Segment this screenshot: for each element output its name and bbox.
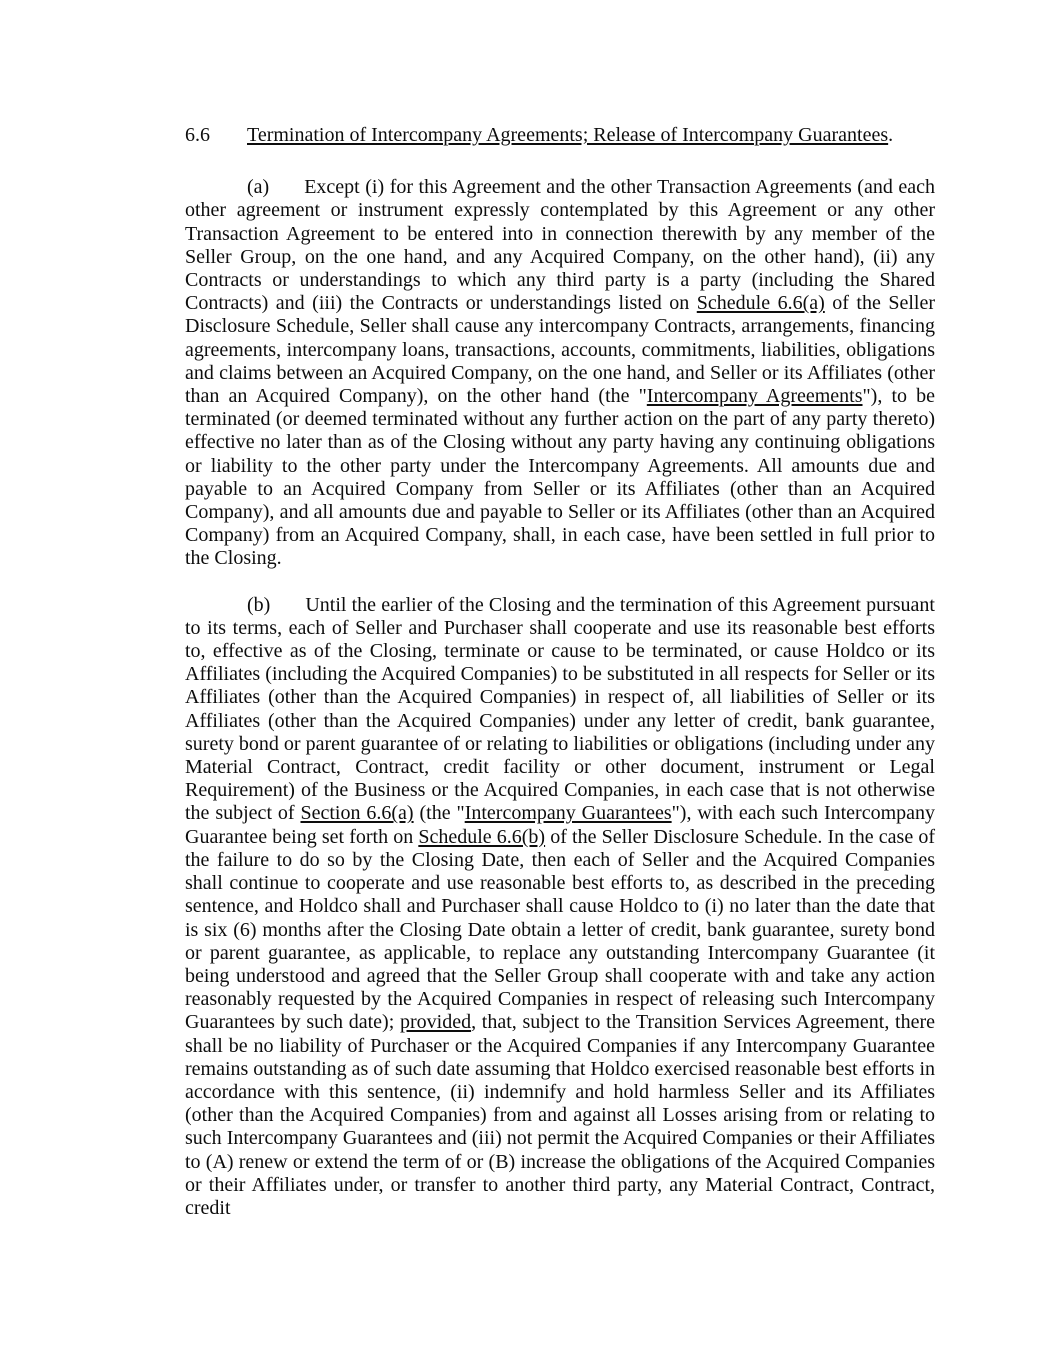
underlined-term: provided: [399, 1011, 472, 1034]
section-heading: [185, 124, 935, 147]
text-run: (the ": [413, 802, 465, 825]
text-run: Except (i) for this Agreement and the other Transaction Agreements (and each other agreement or instrument expressly contemplated by this Agreement or any other Transaction Agreement to be entered into in connection therewith by any member of the Seller Group, on the one hand, and any Acquired Company, on the other hand), (ii) any Contracts or understandings to which any third party is a party (including the Shared Contracts) and (iii) the Contracts or understandings listed on: [185, 176, 935, 315]
text-run: "), to be terminated (or deemed terminated without any further action on the part of any party thereto) effective no later than as of the Closing without any party having any continuing obligations or liability to the other party under the Intercompany Agreements. All amounts due and payable to an Acquired Company from Seller or its Affiliates (other than an Acquired Company), and all amounts due and payable to Seller or its Affiliates (other than an Acquired Company) from an Acquired Company, shall, in each case, have been settled in full prior to the Closing.: [185, 385, 936, 570]
section-number: 6.6: [185, 124, 210, 146]
heading-period: .: [888, 124, 894, 146]
text-run: "), with each such Intercompany Guarantee being set forth on: [185, 802, 936, 848]
text-run: Until the earlier of the Closing and the termination of this Agreement pursuant to its terms, each of Seller and Purchaser shall cooperate and use its reasonable best efforts to, effective as of the Closing, terminate or cause to be terminated, or cause Holdco or its Affiliates (including the Acquired Companies) to be substituted in all respects for Seller or its Affiliates (other than the Acquired Companies) in respect of, all liabilities of Seller or its Affiliates (other than the Acquired Companies) under any letter of credit, bank guarantee, surety bond or parent guarantee of or relating to liabilities or obligations (including under any Material Contract, Contract, credit facility or other document, instrument or Legal Requirement) of the Business or the Acquired Companies, in each case that is not otherwise the subject of: [185, 593, 935, 825]
text-run: of the Seller Disclosure Schedule, Seller shall cause any intercompany Contracts, arrangements, financing agreements, intercompany loans, transactions, accounts, commitments, liabilities, obligations and claims between an Acquired Company, on the one hand, and Seller or its Affiliates (other than an Acquired Company), on the other hand (the ": [185, 292, 935, 408]
paragraph-label: (b): [247, 593, 271, 616]
underlined-term: Intercompany Agreements: [646, 385, 863, 408]
text-run: of the Seller Disclosure Schedule. In the case of the failure to do so by the Closing Date, then each of Seller and the Acquired Companies shall continue to cooperate and use reasonable best efforts to, as described in the preceding sentence, and Holdco shall and Purchaser shall cause Holdco to (i) no later than the date that is six (6) months after the Closing Date obtain a letter of credit, bank guarantee, surety bond or parent guarantee, as applicable, to replace any outstanding Intercompany Guarantee (it being understood and agreed that the Seller Group shall cooperate with and take any action reasonably requested by the Acquired Companies in respect of releasing such Intercompany Guarantees by such date);: [185, 825, 935, 1034]
text-run: , that, subject to the Transition Services Agreement, there shall be no liability of Purchaser or the Acquired Companies if any Intercompany Guarantee remains outstanding as of such date assuming that Holdco exercised reasonable best efforts in accordance with this sentence, (ii) indemnify and hold harmless Seller and its Affiliates (other than the Acquired Companies) from and against all Losses arising from or relating to such Intercompany Guarantees and (iii) not permit the Acquired Companies or their Affiliates to (A) renew or extend the term of or (B) increase the obligations of the Acquired Companies or their Affiliates under, or transfer to another third party, any Material Contract, Contract, credit: [185, 1011, 935, 1219]
paragraph-b: [185, 594, 935, 1220]
section-title: Termination of Intercompany Agreements; Release of Intercompany Guarantees: [247, 124, 889, 146]
paragraph-a: [185, 176, 935, 570]
underlined-term: Schedule 6.6(a): [696, 292, 825, 315]
underlined-term: Section 6.6(a): [300, 802, 414, 825]
paragraph-label: (a): [247, 176, 270, 199]
underlined-term: Schedule 6.6(b): [418, 825, 546, 848]
body-paragraphs: [185, 176, 935, 1220]
document-content: [185, 124, 935, 1243]
underlined-term: Intercompany Guarantees: [464, 802, 672, 825]
